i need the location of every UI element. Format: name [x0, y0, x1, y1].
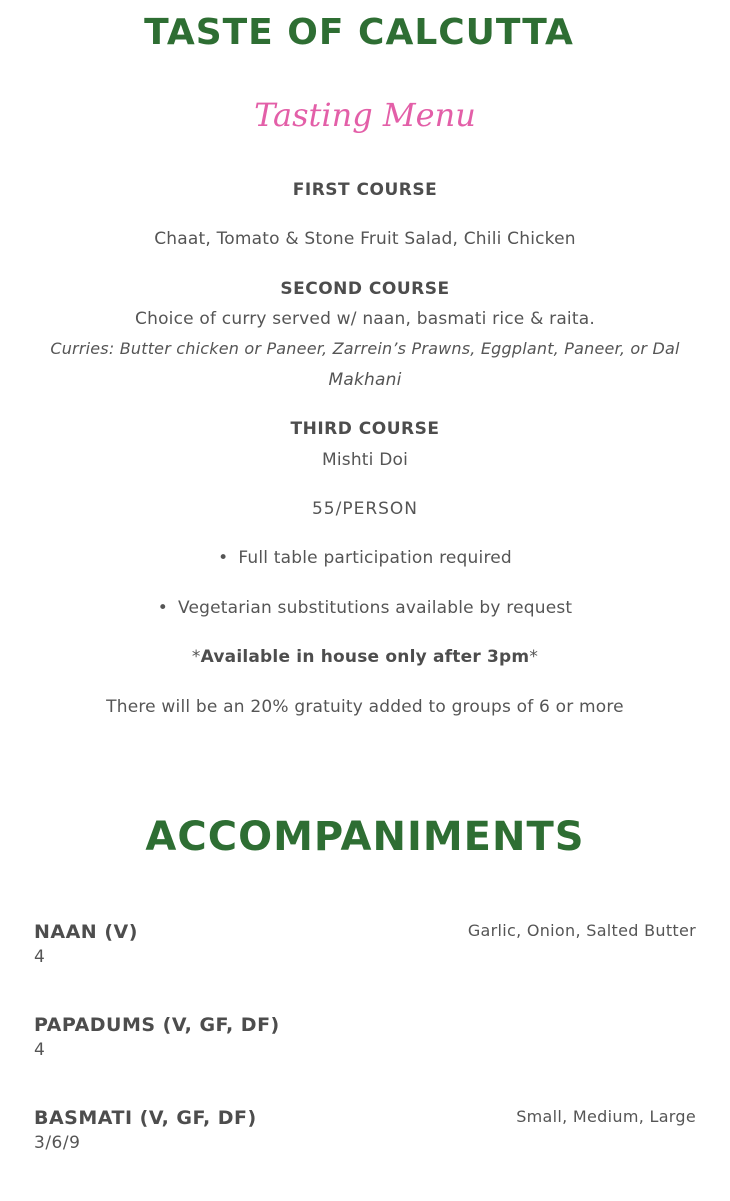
tasting-menu-title: Tasting Menu [254, 96, 476, 134]
curry-options-line-1: Curries: Butter chicken or Paneer, Zarrein’s Prawns, Eggplant, Paneer, or Dal [50, 339, 680, 358]
item-name: BASMATI (V, GF, DF) [34, 1107, 257, 1129]
item-options: Garlic, Onion, Salted Butter [467, 921, 696, 940]
item-name: PAPADUMS (V, GF, DF) [34, 1014, 280, 1036]
third-course-heading: THIRD COURSE [290, 419, 440, 439]
accompaniments-title: ACCOMPANIMENTS [145, 814, 585, 860]
menu-item-papadums [34, 1014, 696, 1060]
note-vegetarian [0, 598, 730, 618]
gratuity-note: There will be an 20% gratuity added to groups of 6 or more [106, 697, 624, 717]
tasting-menu-price: 55/PERSON [311, 499, 419, 519]
item-price: 4 [34, 947, 46, 967]
bullet-icon: • [157, 598, 168, 618]
item-options: Small, Medium, Large [516, 1107, 696, 1126]
note-full-table [0, 548, 730, 568]
second-course-description: Choice of curry served w/ naan, basmati rice & raita. [135, 309, 595, 329]
availability-note [0, 647, 730, 667]
asterisk: * [191, 647, 201, 667]
note-text: Full table participation required [238, 548, 512, 568]
menu-item-naan [34, 921, 696, 967]
bullet-icon: • [218, 548, 229, 568]
first-course-heading: FIRST COURSE [292, 180, 438, 200]
note-text: Vegetarian substitutions available by request [177, 598, 573, 618]
curry-options-line-2: Makhani [328, 370, 402, 390]
item-name: NAAN (V) [34, 921, 138, 943]
third-course-items: Mishti Doi [321, 450, 409, 470]
menu-item-basmati [34, 1107, 696, 1153]
asterisk: * [529, 647, 539, 667]
availability-text: Available in house only after 3pm [200, 647, 530, 667]
cut-off-next-item [400, 1192, 700, 1201]
second-course-heading: SECOND COURSE [280, 279, 450, 299]
item-price: 3/6/9 [34, 1133, 81, 1153]
item-price: 4 [34, 1040, 46, 1060]
restaurant-title: TASTE OF CALCUTTA [144, 12, 574, 53]
first-course-items: Chaat, Tomato & Stone Fruit Salad, Chili Chicken [154, 229, 576, 249]
